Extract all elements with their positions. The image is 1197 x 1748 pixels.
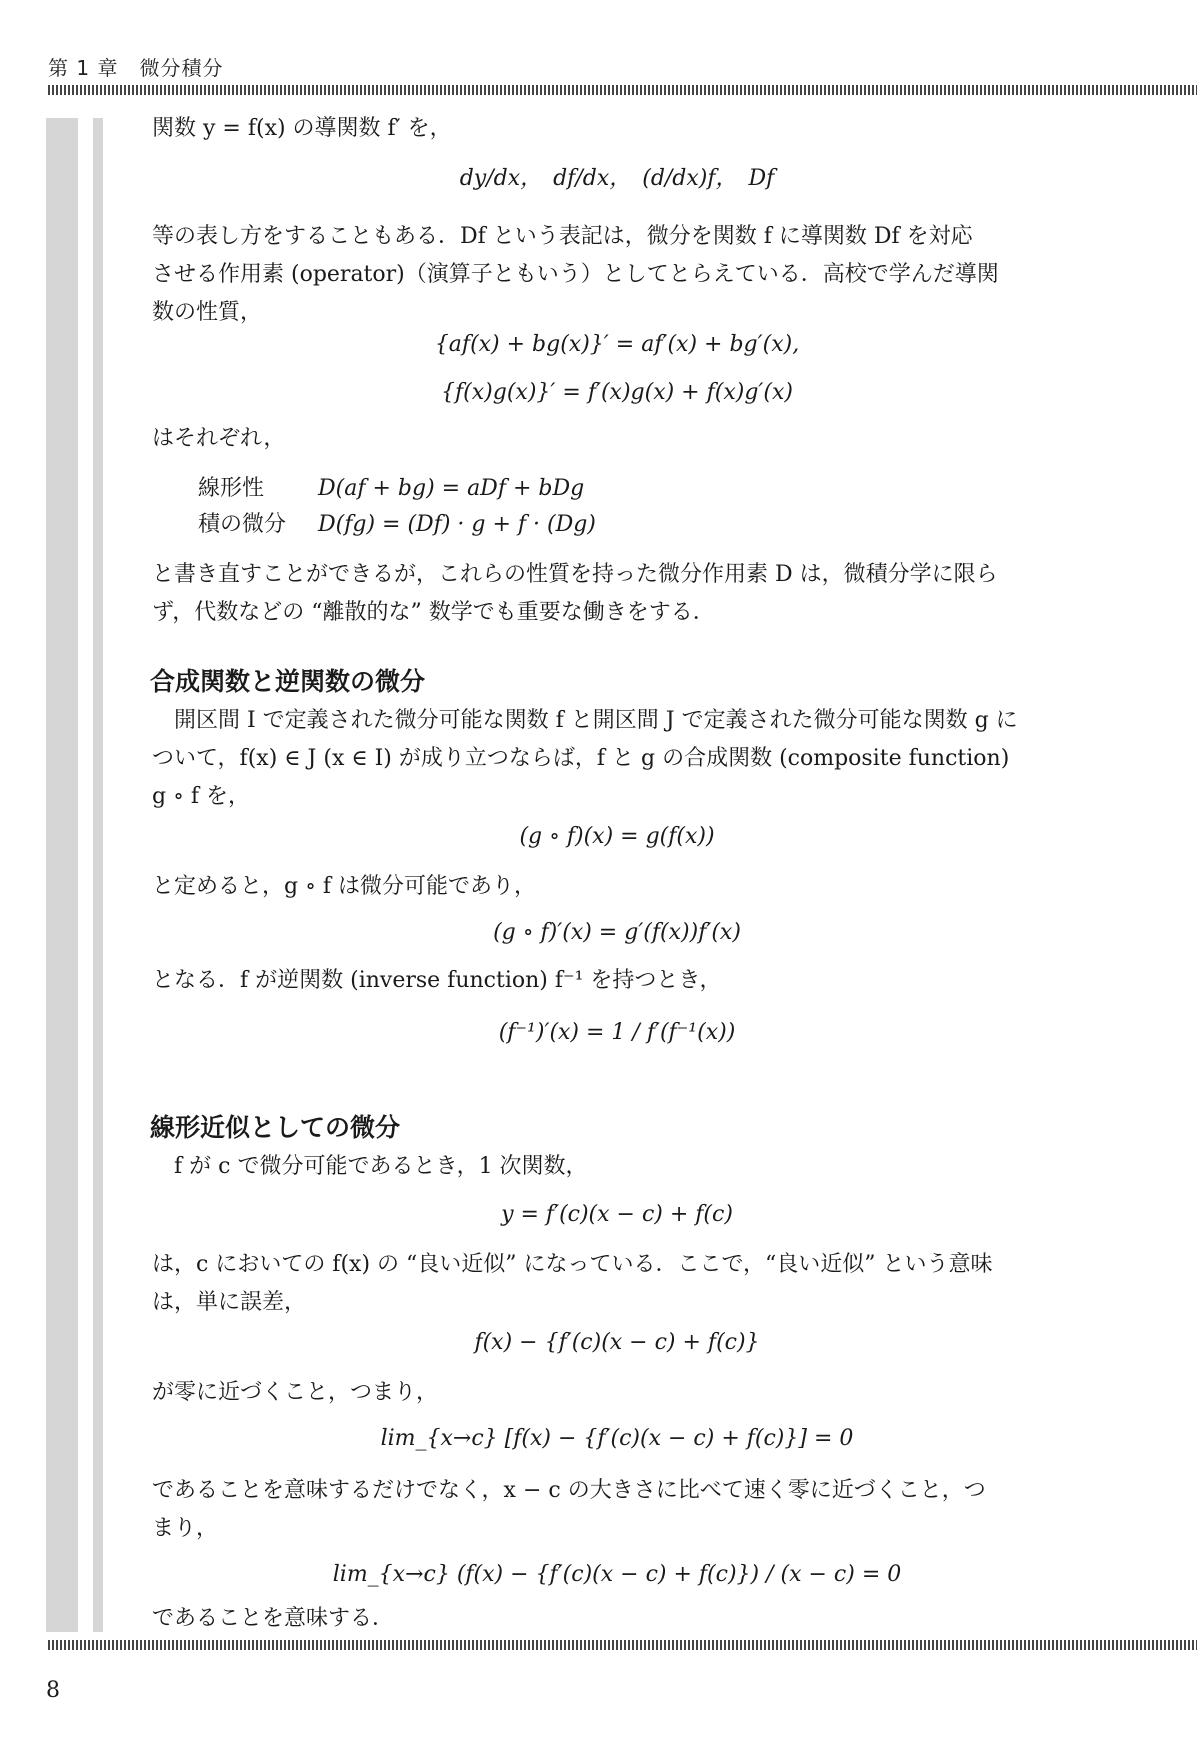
paragraph-line: 開区間 I で定義された微分可能な関数 f と開区間 J で定義された微分可能な関数 g に [152,708,1018,733]
paragraph-line: と定めると，g ∘ f は微分可能であり， [152,874,536,899]
header-rule [48,85,1197,95]
paragraph-line: ず，代数などの “離散的な” 数学でも重要な働きをする． [152,600,715,625]
paragraph-line: はそれぞれ， [152,426,286,451]
paragraph-line: 数の性質， [152,300,263,325]
property-label: 積の微分 [198,512,287,537]
equation-product: {f(x)g(x)}′ = f′(x)g(x) + f(x)g′(x) [441,380,793,405]
paragraph-line: ついて，f(x) ∈ J (x ∈ I) が成り立つならば，f と g の合成関数 (composite function) [152,746,1010,771]
section-heading-linear-approx: 線形近似としての微分 [150,1113,401,1142]
paragraph-line: g ∘ f を， [152,784,250,809]
equation-inverse: (f⁻¹)′(x) = 1 / f′(f⁻¹(x)) [498,1020,736,1045]
equation-error: f(x) − {f′(c)(x − c) + f(c)} [474,1330,760,1355]
equation-chain-rule: (g ∘ f)′(x) = g′(f(x))f′(x) [493,920,741,945]
intro-text: 関数 y = f(x) の導関数 f′ を， [152,116,452,141]
paragraph-line: は，c においての f(x) の “良い近似” になっている．ここで，“良い近似” という意味 [152,1252,993,1277]
page-number: 8 [46,1678,60,1703]
paragraph-line: まり， [152,1516,219,1541]
footer-rule [48,1640,1197,1650]
margin-bar-thin [93,118,103,1632]
property-formula: D(af + bg) = aDf + bDg [318,476,585,501]
paragraph-line: f が c で微分可能であるとき，1 次関数， [152,1154,588,1179]
paragraph-line: であることを意味する． [152,1606,395,1631]
equation-composite: (g ∘ f)(x) = g(f(x)) [519,824,715,849]
paragraph-line: であることを意味するだけでなく，x − c の大きさに比べて速く零に近づくこと，つ [152,1478,986,1503]
paragraph-line: となる．f が逆関数 (inverse function) f⁻¹ を持つとき， [152,968,722,993]
margin-bar-wide [46,118,78,1632]
paragraph-line: は，単に誤差， [152,1290,307,1315]
property-row-linearity [198,470,584,508]
property-label: 線形性 [198,476,265,501]
paragraph-line: させる作用素 (operator)（演算子ともいう）としてとらえている．高校で学んだ導関 [152,262,999,287]
chapter-header: 第 1 章 微分積分 [48,56,224,80]
equation-limit-ratio: lim_{x→c} (f(x) − {f′(c)(x − c) + f(c)}) / (x − c) = 0 [332,1562,902,1587]
property-formula: D(fg) = (Df) · g + f · (Dg) [318,512,596,537]
equation-limit-error: lim_{x→c} [f(x) − {f′(c)(x − c) + f(c)}] = 0 [380,1426,854,1451]
paragraph-line: と書き直すことができるが，これらの性質を持った微分作用素 D は，微積分学に限ら [152,562,998,587]
paragraph-line: 等の表し方をすることもある．Df という表記は，微分を関数 f に導関数 Df を対応 [152,224,973,249]
notation-list: dy/dx， df/dx， (d/dx)f， Df [459,166,775,191]
paragraph-line: が零に近づくこと，つまり， [152,1380,439,1405]
property-row-product [198,506,596,544]
equation-tangent-line: y = f′(c)(x − c) + f(c) [501,1202,733,1227]
section-heading-composite: 合成関数と逆関数の微分 [150,667,426,696]
equation-linearity: {af(x) + bg(x)}′ = af′(x) + bg′(x), [434,332,800,357]
